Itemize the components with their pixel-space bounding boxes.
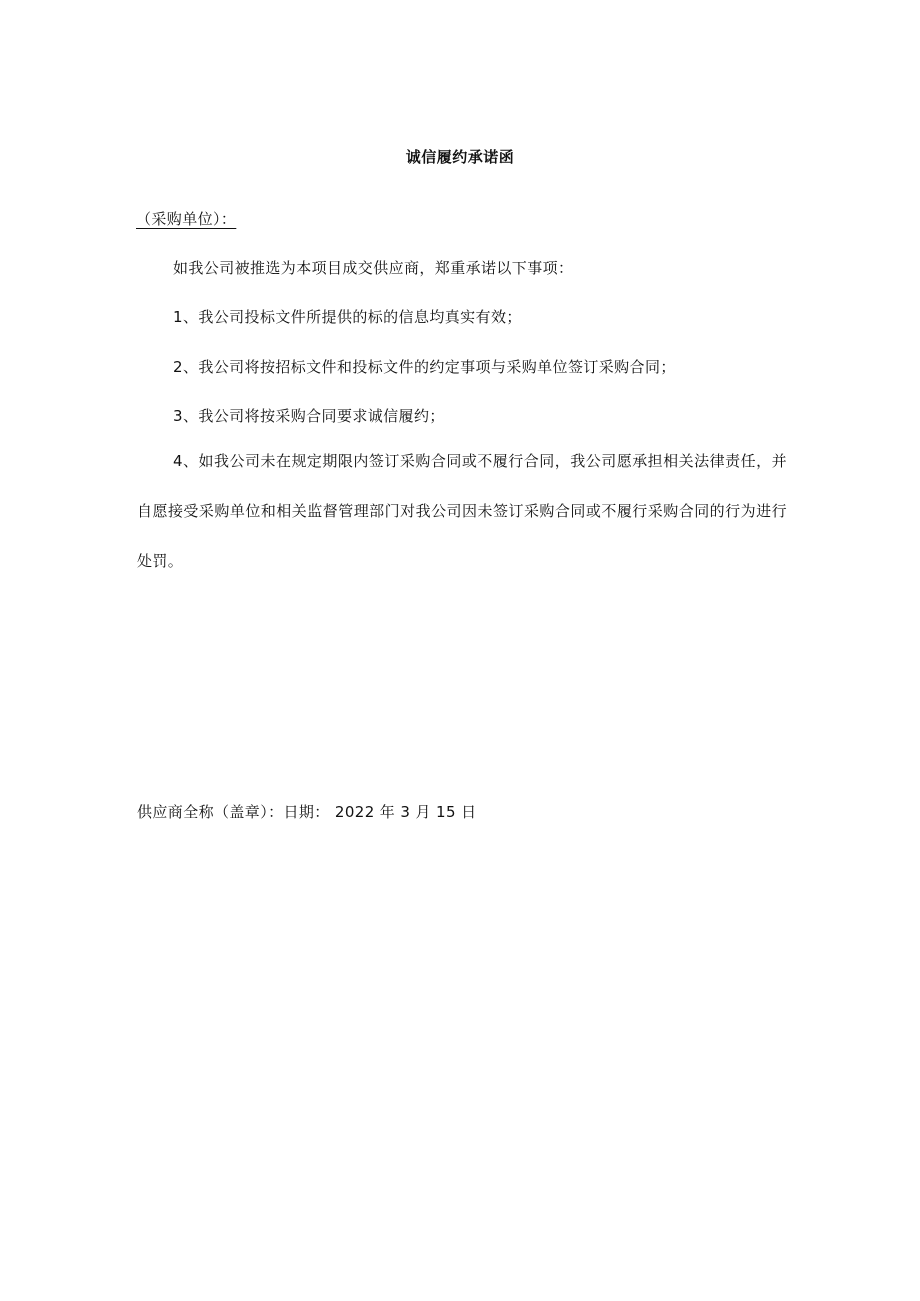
commitment-item-2: 2、我公司将按招标文件和投标文件的约定事项与采购单位签订采购合同； [173,358,676,376]
commitment-item-1: 1、我公司投标文件所提供的标的信息均真实有效； [173,308,522,326]
addressee-line: （采购单位）： [136,210,237,228]
signature-date-line: 供应商全称（盖章）：日期： 2022 年 3 月 15 日 [137,803,477,821]
commitment-item-3: 3、我公司将按采购合同要求诚信履约； [173,407,445,425]
intro-paragraph: 如我公司被推选为本项目成交供应商，郑重承诺以下事项： [173,259,574,277]
document-title: 诚信履约承诺函 [405,148,515,166]
commitment-item-4: 4、如我公司未在规定期限内签订采购合同或不履行合同，我公司愿承担相关法律责任，并自愿接受采购单位和相关监督管理部门对我公司因未签订采购合同或不履行采购合同的行为进行处罚。 [137,452,787,570]
